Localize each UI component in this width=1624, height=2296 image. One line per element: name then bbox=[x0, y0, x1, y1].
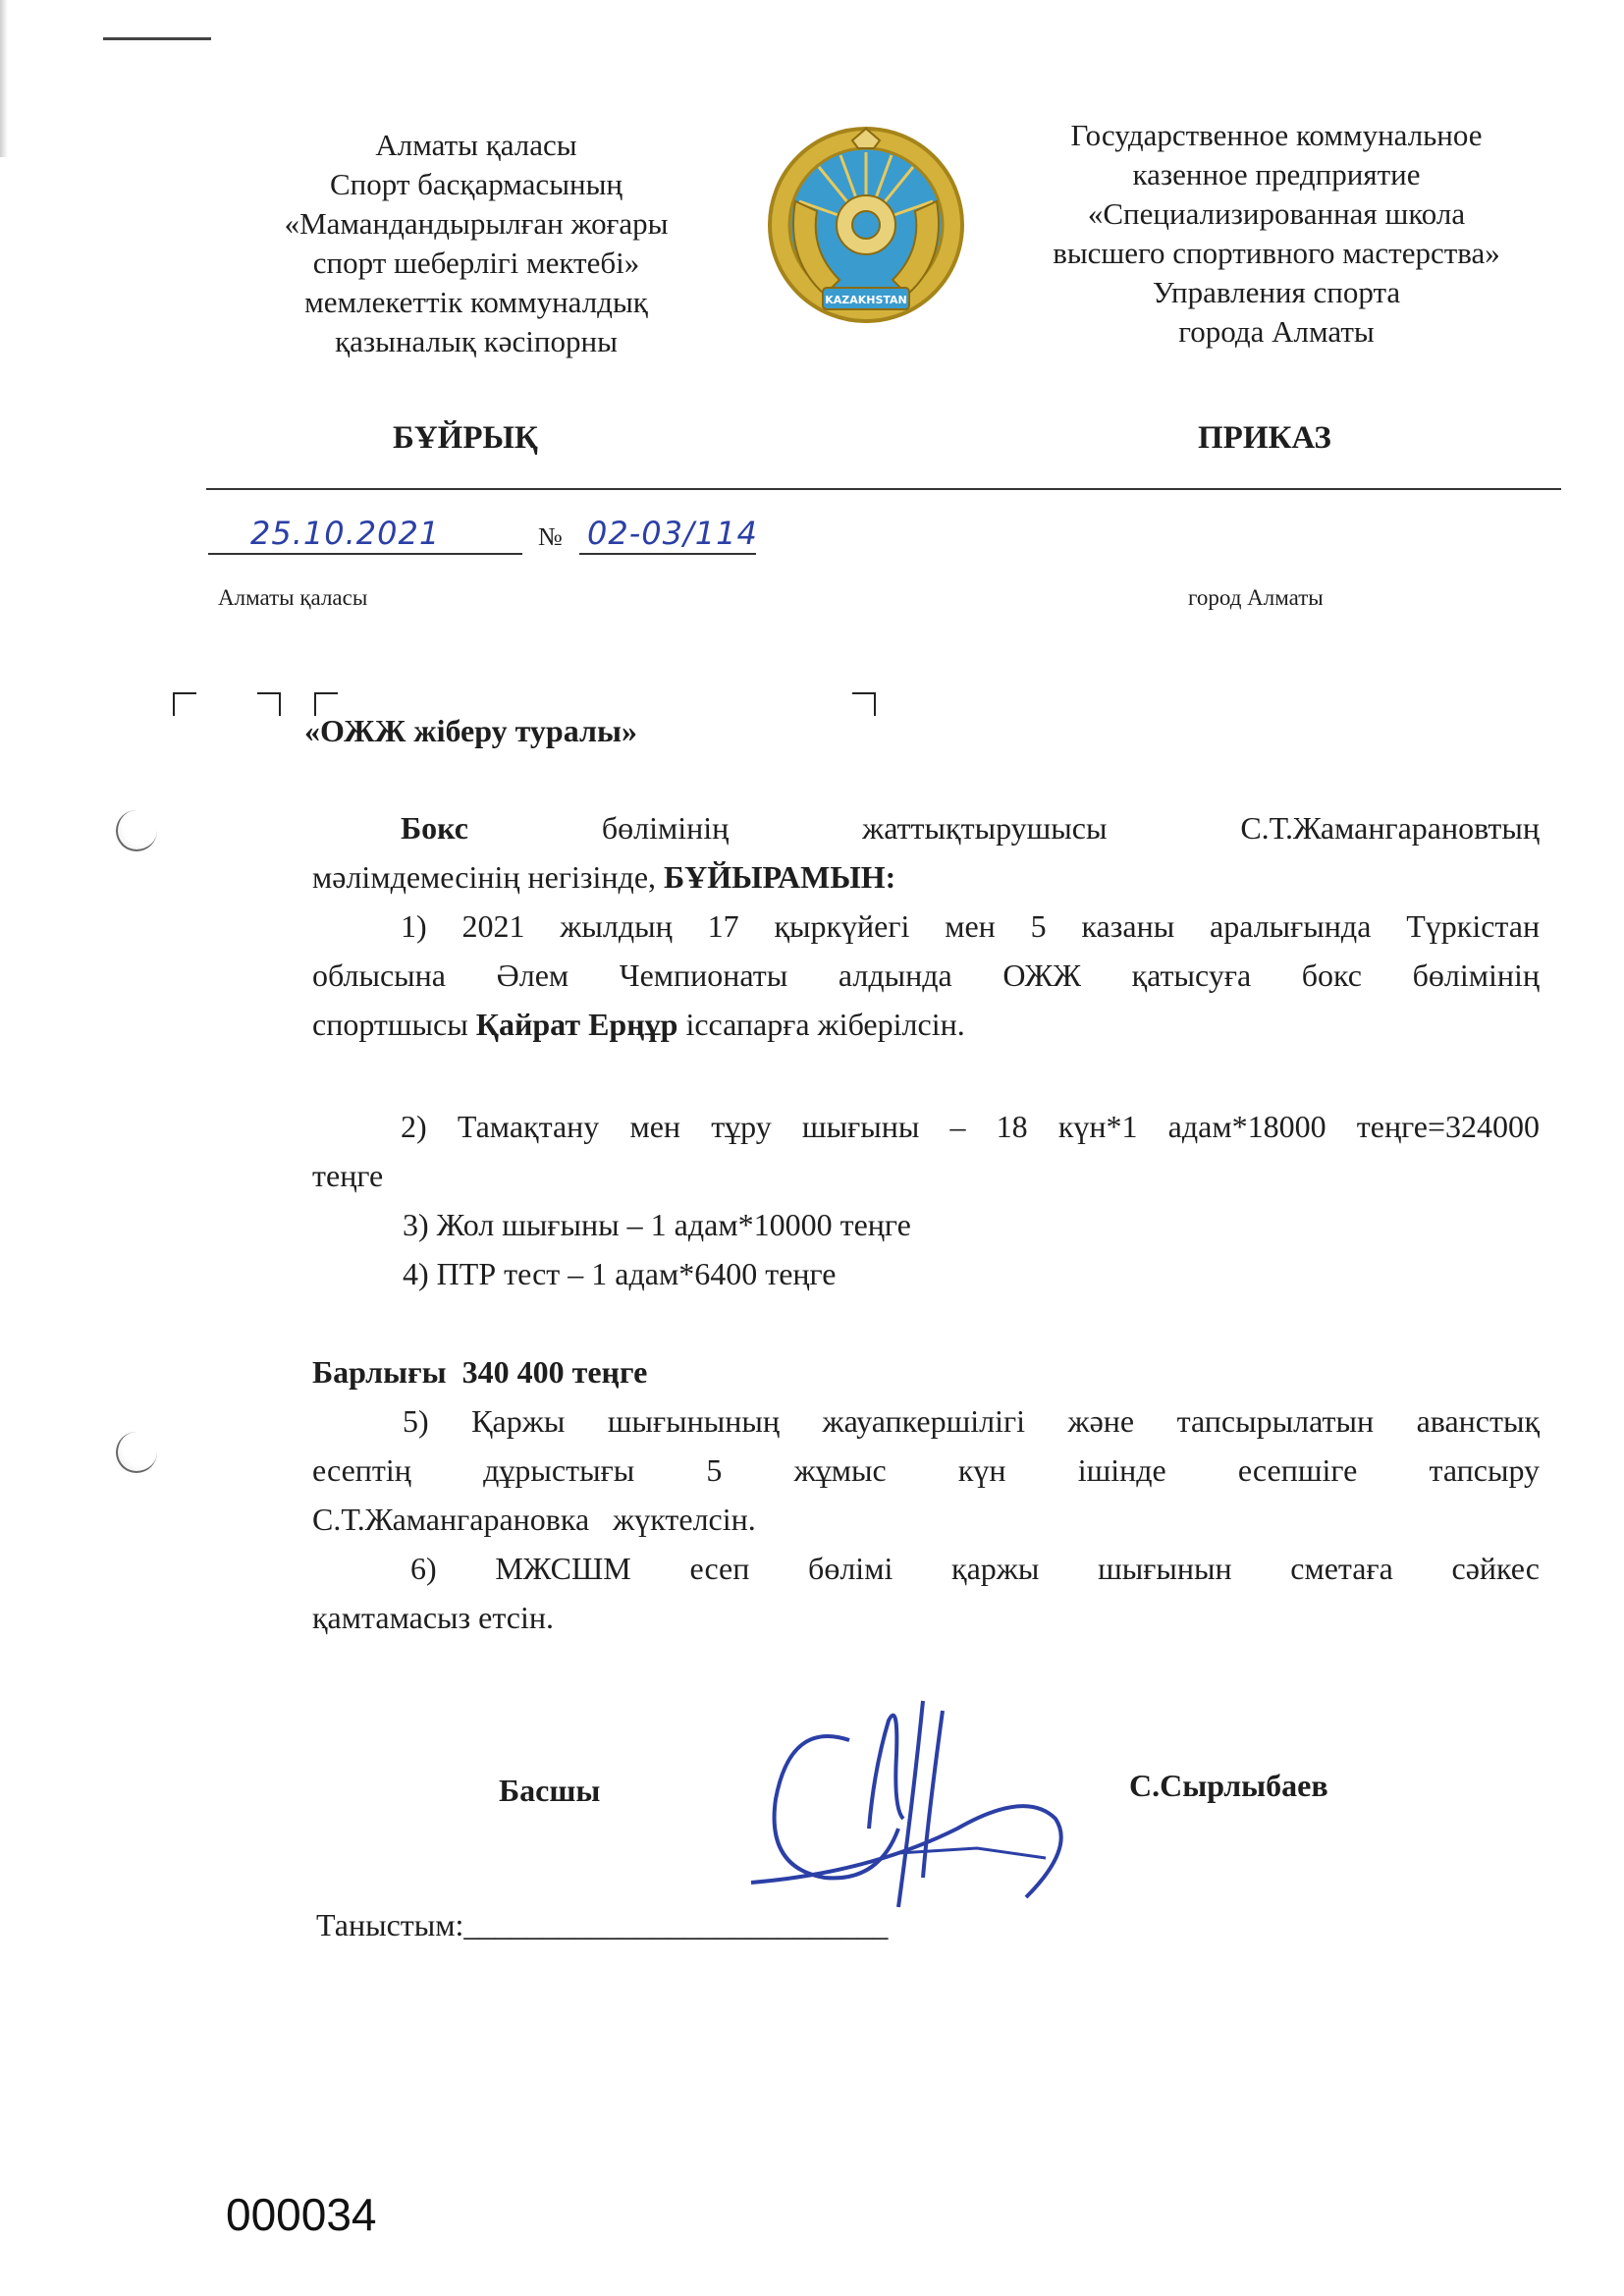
handwritten-signature bbox=[731, 1681, 1203, 1927]
date-underline bbox=[208, 553, 522, 555]
p5-line-3: С.Т.Жамангарановка жүктелсін. bbox=[312, 1502, 756, 1537]
word: 17 bbox=[707, 908, 739, 944]
number-sign: № bbox=[538, 522, 563, 551]
word: есеп bbox=[689, 1551, 750, 1586]
p6-line-1 bbox=[312, 1544, 1540, 1593]
order-number: 02-03/114 bbox=[587, 515, 758, 552]
word: Түркістан bbox=[1406, 908, 1541, 944]
spacer bbox=[312, 1049, 1540, 1102]
word: қыркүйегі bbox=[774, 908, 910, 944]
p3-line: 3) Жол шығыны – 1 адам*10000 теңге bbox=[403, 1207, 911, 1242]
header-left-line: Алматы қаласы bbox=[375, 128, 577, 162]
word: адам*18000 bbox=[1167, 1109, 1326, 1144]
acquainted-row bbox=[316, 1907, 888, 1943]
corner-bracket bbox=[173, 692, 196, 716]
signatory-name: С.Сырлыбаев bbox=[1129, 1768, 1328, 1803]
header-left-line: спорт шеберлігі мектебі» bbox=[312, 246, 640, 280]
athlete-name: Қайрат Ерңұр bbox=[475, 1007, 678, 1042]
acquainted-signature-line: ___________________________ bbox=[463, 1907, 889, 1942]
word: Әлем bbox=[496, 957, 569, 993]
intro-line-2-text: мәлімдемесінің негізінде, bbox=[312, 859, 657, 895]
order-date: 25.10.2021 bbox=[250, 515, 441, 552]
word: 5 bbox=[706, 1452, 723, 1488]
word: бөлімінің bbox=[601, 810, 730, 846]
word: Қаржы bbox=[471, 1403, 566, 1439]
header-divider bbox=[206, 488, 1561, 490]
word: аванстық bbox=[1416, 1403, 1541, 1439]
word: мен bbox=[945, 908, 996, 944]
word: сметаға bbox=[1290, 1551, 1393, 1586]
order-body bbox=[312, 803, 1540, 1642]
header-right-line: города Алматы bbox=[1178, 314, 1375, 349]
header-right-line: высшего спортивного мастерства» bbox=[1053, 236, 1500, 270]
p1-line-3-post: іссапарға жіберілсін. bbox=[685, 1007, 965, 1042]
word: Тамақтану bbox=[457, 1109, 600, 1144]
header-right-line: Управления спорта bbox=[1152, 275, 1401, 309]
intro-line-1 bbox=[312, 803, 1540, 852]
header-left-kz bbox=[250, 126, 702, 361]
corner-bracket bbox=[852, 692, 876, 716]
word: тапсырылатын bbox=[1176, 1403, 1375, 1439]
word: бөлімінің bbox=[1412, 957, 1541, 993]
header-left-line: қазыналық кәсіпорны bbox=[335, 324, 618, 358]
header-right-line: «Специализированная школа bbox=[1087, 196, 1466, 231]
word: сәйкес bbox=[1451, 1551, 1540, 1586]
word: МЖСШМ bbox=[495, 1551, 631, 1586]
acquainted-label: Таныстым: bbox=[316, 1907, 464, 1942]
p1-line-3 bbox=[312, 1000, 1540, 1049]
word: жауапкершілігі bbox=[822, 1403, 1025, 1439]
p1-line-1 bbox=[312, 902, 1540, 951]
word: 2) bbox=[401, 1109, 427, 1144]
header-right-line: казенное предприятие bbox=[1132, 157, 1421, 191]
svg-text:KAZAKHSTAN: KAZAKHSTAN bbox=[825, 294, 907, 306]
state-emblem-icon bbox=[766, 123, 967, 334]
corner-bracket bbox=[257, 692, 281, 716]
word: 6) bbox=[410, 1551, 437, 1586]
word: 5) bbox=[403, 1403, 429, 1439]
word: шығынын bbox=[1098, 1551, 1232, 1586]
order-subject: «ОЖЖ жіберу туралы» bbox=[304, 713, 637, 748]
word: тапсыру bbox=[1429, 1452, 1541, 1488]
spacer bbox=[312, 1298, 1540, 1347]
word: шығынының bbox=[607, 1403, 780, 1439]
scan-mark bbox=[103, 37, 211, 40]
word: 5 bbox=[1030, 908, 1047, 944]
word: – bbox=[949, 1109, 966, 1144]
word: 1) bbox=[401, 908, 427, 944]
number-underline bbox=[579, 553, 756, 555]
word: 18 bbox=[996, 1109, 1028, 1144]
p5-line-1 bbox=[312, 1396, 1540, 1446]
word: ОЖЖ bbox=[1002, 957, 1081, 993]
header-right-ru bbox=[1001, 116, 1551, 352]
total-line: Барлығы 340 400 теңге bbox=[312, 1354, 648, 1390]
word: тұру bbox=[711, 1109, 772, 1144]
header-right-line: Государственное коммунальное bbox=[1070, 118, 1483, 152]
p1-line-2 bbox=[312, 951, 1540, 1000]
word: 2021 bbox=[461, 908, 525, 944]
p2-line-2: теңге bbox=[312, 1158, 384, 1193]
word: қатысуға bbox=[1131, 957, 1252, 993]
word: күн*1 bbox=[1057, 1109, 1138, 1144]
word: казаны bbox=[1081, 908, 1175, 944]
order-title-ru: ПРИКАЗ bbox=[1198, 420, 1331, 456]
punch-hole bbox=[116, 1432, 157, 1473]
word: теңге=324000 bbox=[1356, 1109, 1541, 1144]
word: облысына bbox=[312, 957, 446, 993]
scan-edge-shadow bbox=[0, 0, 8, 157]
word: шығыны bbox=[801, 1109, 920, 1144]
p6-line-2: қамтамасыз етсін. bbox=[312, 1600, 554, 1635]
word: есептің bbox=[312, 1452, 411, 1488]
word: ішінде bbox=[1077, 1452, 1166, 1488]
header-left-line: Спорт басқармасының bbox=[329, 167, 623, 201]
city-kz: Алматы қаласы bbox=[218, 585, 368, 610]
word: жаттықтырушысы bbox=[862, 810, 1108, 846]
intro-line-2 bbox=[312, 852, 1540, 902]
page-number: 000034 bbox=[226, 2189, 377, 2240]
order-keyword: БҰЙЫРАМЫН: bbox=[664, 859, 896, 895]
word: аралығында bbox=[1210, 908, 1372, 944]
p2-line-1 bbox=[312, 1102, 1540, 1151]
word: жұмыс bbox=[793, 1452, 887, 1488]
word: бөлімі bbox=[808, 1551, 893, 1586]
header-left-line: мемлекеттік коммуналдық bbox=[304, 285, 648, 319]
word: күн bbox=[957, 1452, 1006, 1488]
word: С.Т.Жамангарановтың bbox=[1240, 810, 1541, 846]
signatory-position: Басшы bbox=[499, 1773, 601, 1808]
word: алдында bbox=[838, 957, 952, 993]
word: жылдың bbox=[560, 908, 673, 944]
city-ru: город Алматы bbox=[1188, 585, 1324, 610]
word: және bbox=[1067, 1403, 1135, 1439]
intro-bold-sport: Бокс bbox=[401, 810, 468, 846]
p1-line-3-pre: спортшысы bbox=[312, 1007, 468, 1042]
word: мен bbox=[629, 1109, 681, 1144]
p4-line: 4) ПТР тест – 1 адам*6400 теңге bbox=[403, 1256, 837, 1291]
punch-hole bbox=[116, 810, 157, 851]
header-left-line: «Мамандандырылған жоғары bbox=[284, 206, 669, 241]
word: Чемпионаты bbox=[619, 957, 788, 993]
order-title-kz: БҰЙРЫҚ bbox=[393, 420, 538, 456]
p5-line-2 bbox=[312, 1446, 1540, 1495]
word: есепшіге bbox=[1237, 1452, 1358, 1488]
word: қаржы bbox=[951, 1551, 1040, 1586]
word: дұрыстығы bbox=[483, 1452, 635, 1488]
word: бокс bbox=[1301, 957, 1362, 993]
